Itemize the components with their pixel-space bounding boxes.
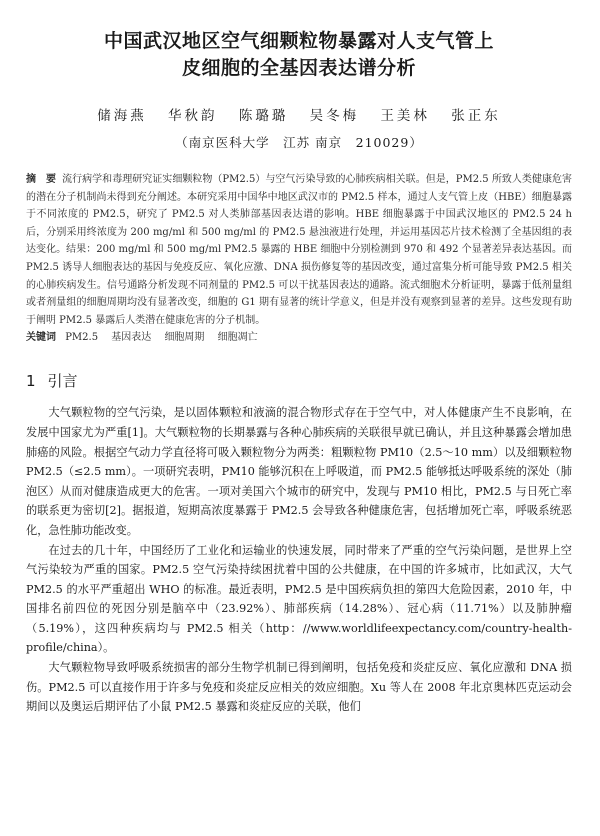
section-title: 引言 bbox=[47, 372, 78, 391]
keyword: 细胞凋亡 bbox=[217, 332, 258, 344]
abstract-label: 摘 要 bbox=[26, 174, 57, 185]
body-paragraph: 大气颗粒物的空气污染，是以固体颗粒和液滴的混合物形式存在于空气中，对人体健康产生不良影响，在发展中国家尤为严重[1]。大气颗粒物的长期暴露与各种心肺疾病的关联很早就已确认，并且这种暴露会增加患肺癌的风险。根据空气动力学直径将可吸入颗粒物分为两类：粗颗粒物 PM10（2.5～10 mm）以及细颗粒物 PM2.5（≤2.5 mm）。一项研究表明，PM10 能够沉积在上呼吸道，而 PM2.5 能够抵达呼吸系统的深处（肺泡区）从而对健康造成更大的危害。一项对美国六个城市的研究中，发现与 PM10 相比，PM2.5 与日死亡率的联系更为密切[2]。据报道，短期高浓度暴露于 PM2.5 会导致各种健康危害，包括增加死亡率，呼吸系统恶化，急性肺功能改变。 bbox=[26, 406, 572, 537]
section-number: 1 bbox=[26, 372, 36, 391]
author-name: 储海燕 bbox=[97, 108, 147, 124]
keyword: PM2.5 bbox=[65, 332, 99, 344]
author-list bbox=[26, 104, 572, 124]
keywords bbox=[26, 329, 572, 346]
body-paragraph: 在过去的几十年，中国经历了工业化和运输业的快速发展，同时带来了严重的空气污染问题，是世界上空气污染较为严重的国家。PM2.5 空气污染持续困扰着中国的公共健康，在中国的许多城市，比如武汉，大气 PM2.5 的水平严重超出 WHO 的标准。最近表明，PM2.5 是中国疾病负担的第四大危险因素，2010 年，中国排名前四位的死因分别是脑卒中（23.92%）、肺部疾病（14.28%）、冠心病（11.71%）以及肺肿瘤（5.19%），这四种疾病均与 PM2.5 相关（http：//www.worldlifeexpectancy.com/country-health-profile/china）。 bbox=[26, 543, 572, 655]
section-heading bbox=[26, 370, 572, 391]
author-name: 王美林 bbox=[380, 108, 430, 124]
title-line-1: 中国武汉地区空气细颗粒物暴露对人支气管上 bbox=[103, 30, 494, 52]
author-name: 吴冬梅 bbox=[309, 108, 360, 124]
author-name: 华秋韵 bbox=[168, 108, 218, 124]
title-line-2: 皮细胞的全基因表达谱分析 bbox=[181, 57, 416, 79]
author-name: 陈璐璐 bbox=[238, 108, 289, 124]
body-paragraph: 大气颗粒物导致呼吸系统损害的部分生物学机制已得到阐明，包括免疫和炎症反应、氧化应激和 DNA 损伤。PM2.5 可以直接作用于许多与免疫和炎症反应相关的效应细胞。Xu 等人在 2008 年北京奥林匹克运动会期间以及奥运后期评估了小鼠 PM2.5 暴露和炎症反应的关联，他们 bbox=[26, 661, 572, 714]
paper-title bbox=[26, 28, 572, 82]
keywords-label: 关键词 bbox=[26, 332, 56, 344]
keyword: 基因表达 bbox=[111, 332, 152, 344]
author-name: 张正东 bbox=[451, 108, 501, 124]
abstract-text: 流行病学和毒理研究证实细颗粒物（PM2.5）与空气污染导致的心肺疾病相关联。但是，PM2.5 所致人类健康危害的潜在分子机制尚未得到充分阐述。本研究采用中国华中地区武汉市的 PM2.5 样本，通过人支气管上皮（HBE）细胞暴露于不同浓度的 PM2.5，研究了 PM2.5 对人类肺部基因表达谱的影响。HBE 细胞暴露于中国武汉地区的 PM2.5 24 h 后，分别采用终浓度为 200 mg/ml 和 500 mg/ml 的 PM2.5 悬浊液进行处理，并运用基因芯片技术检测了全基因组的表达变化。结果：200 mg/ml 和 500 mg/ml PM2.5 暴露的 HBE 细胞中分别检测到 970 和 492 个显著差异表达基因。而 PM2.5 诱导人细胞表达的基因与免疫反应、氧化应激、DNA 损伤修复等的基因改变，通过富集分析可能导致 PM2.5 相关的心肺疾病发生。信号通路分析发现不同剂量的 PM2.5 可以干扰基因表达的通路。流式细胞术分析证明，暴露于低剂量组或者剂量组的细胞周期均没有显著改变，细胞的 G1 期有显著的统计学意义，但是并没有观察到显著的差异。这些发现有助于阐明 PM2.5 暴露后人类潜在健康危害的分子机制。 bbox=[26, 174, 573, 326]
affiliation: （南京医科大学 江苏 南京 210029） bbox=[175, 135, 423, 150]
abstract bbox=[26, 171, 572, 329]
keyword: 细胞周期 bbox=[164, 332, 205, 344]
